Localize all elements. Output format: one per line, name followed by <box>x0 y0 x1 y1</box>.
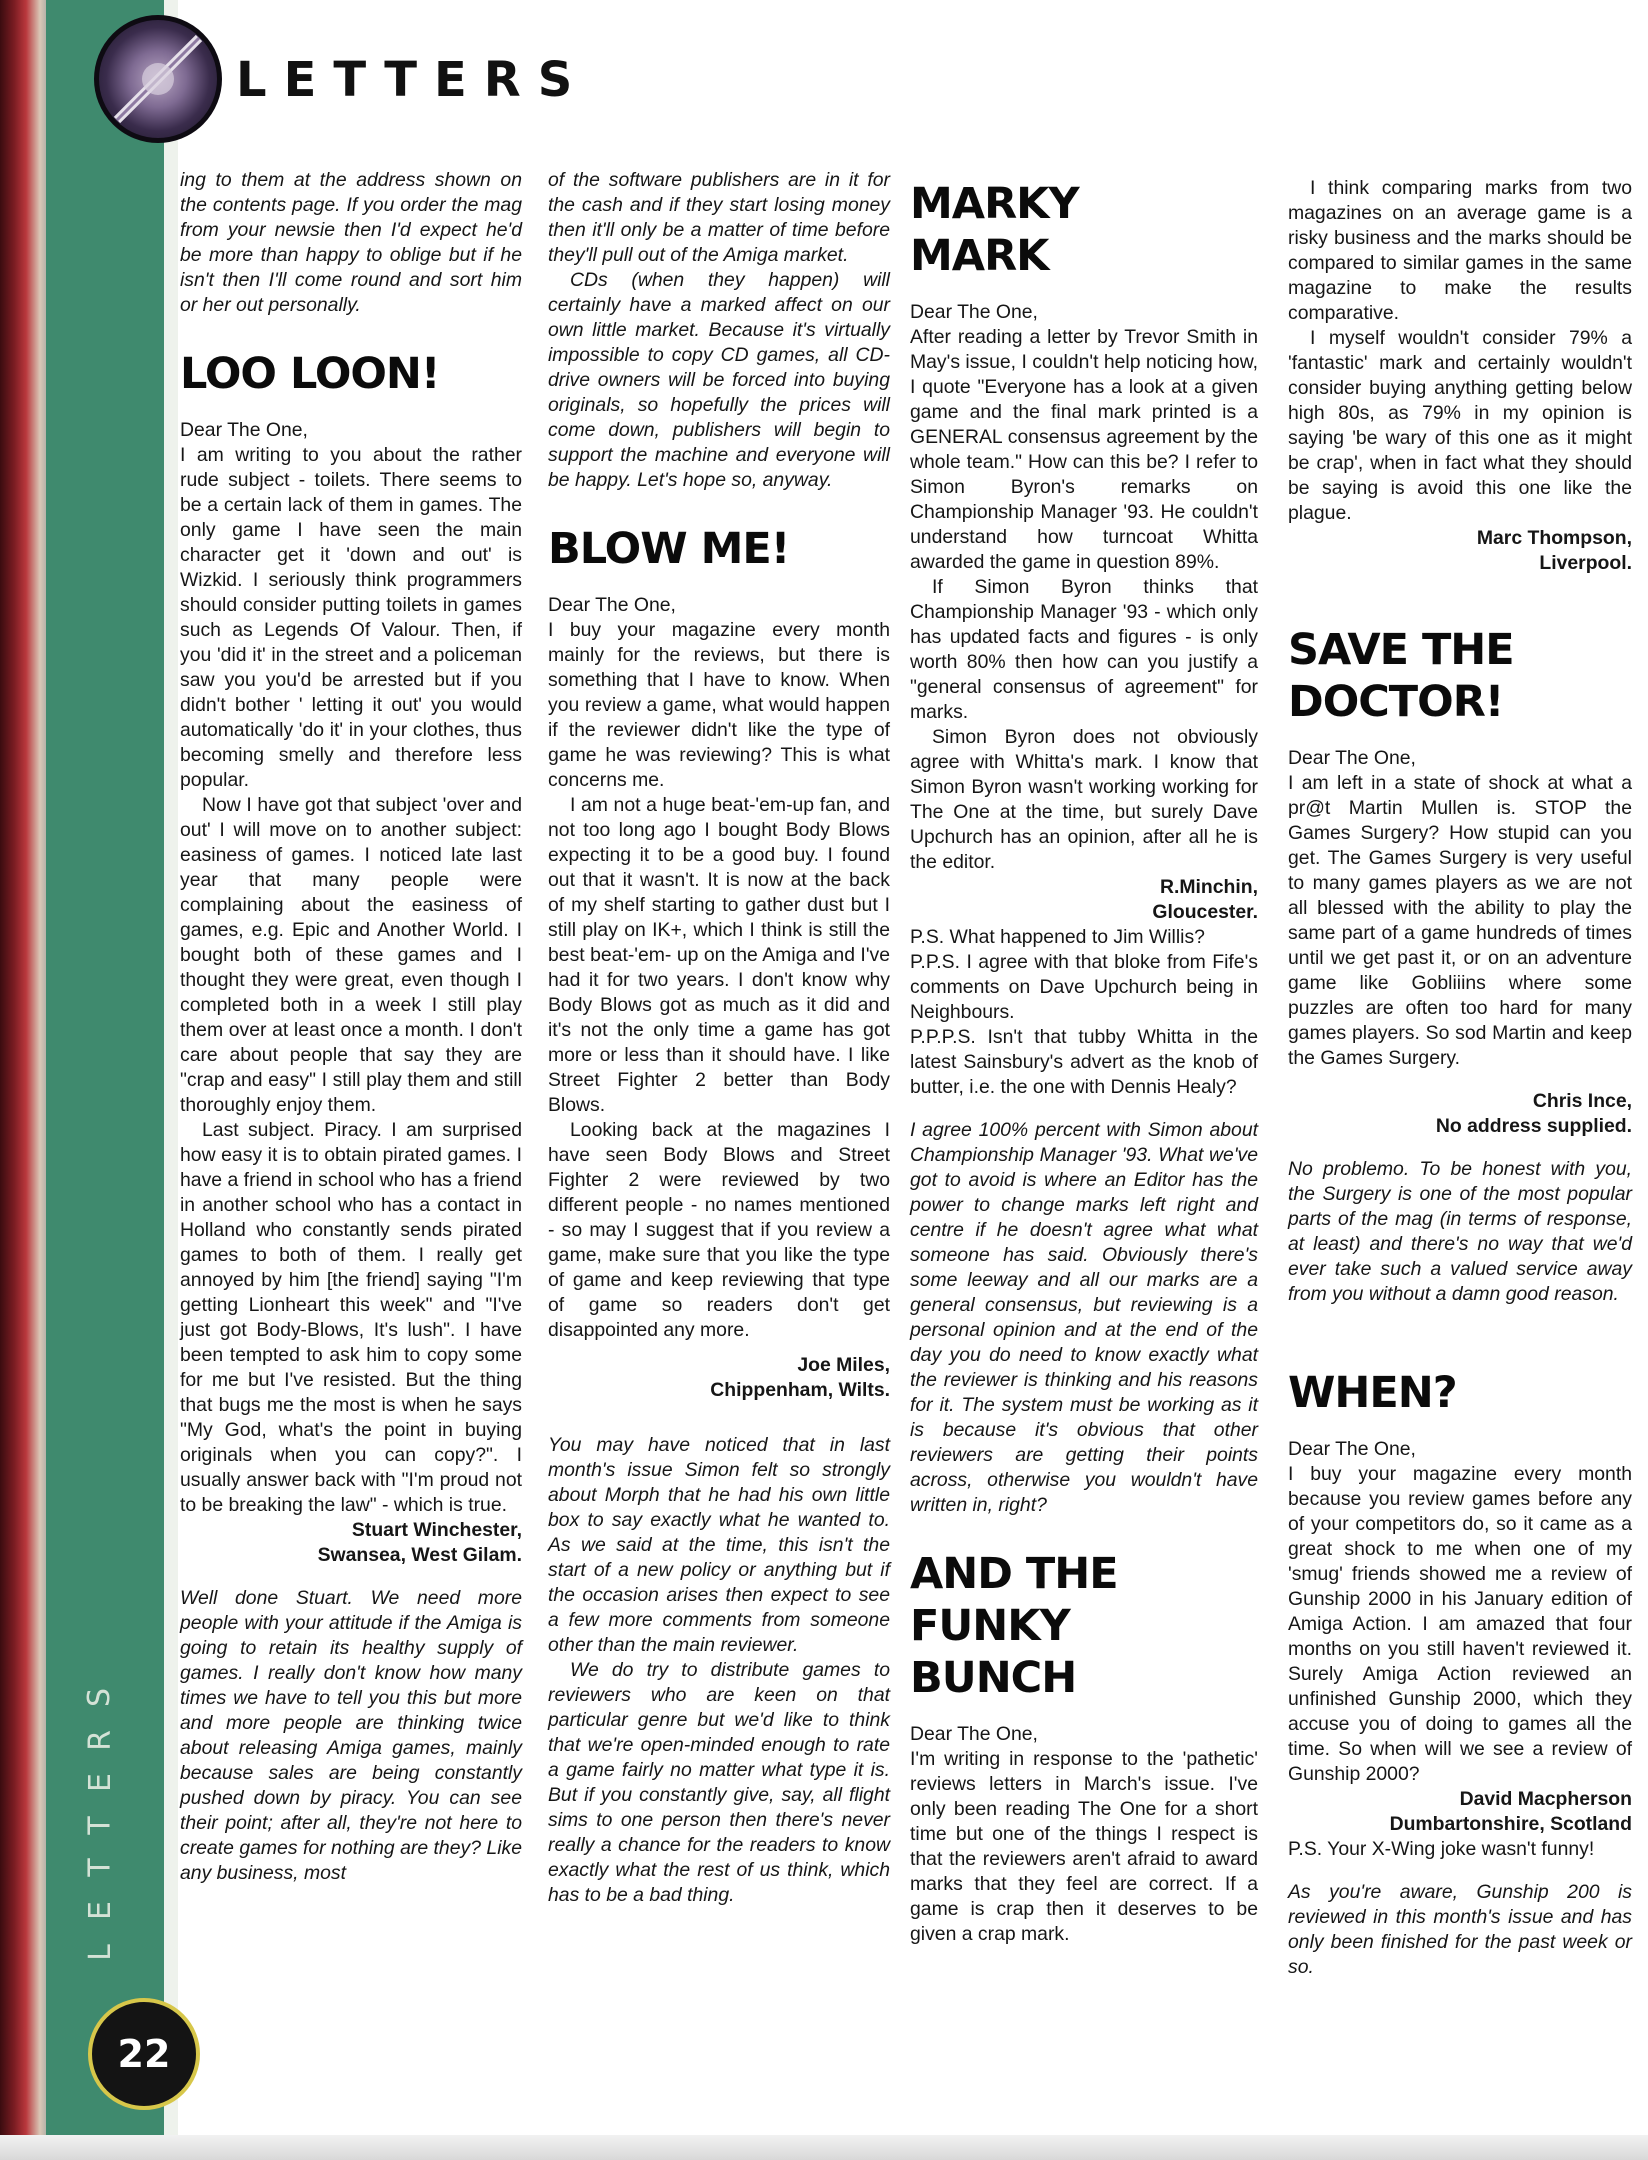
letter-signature-place: Chippenham, Wilts. <box>710 1379 890 1401</box>
letter-postscript: P.P.S. I agree with that bloke from Fife's comments on Dave Upchurch being in Neighbours. <box>910 951 1258 1023</box>
page-number: 22 <box>88 1998 200 2110</box>
letter-signature-name: David Macpherson <box>1459 1788 1632 1810</box>
letter-paragraph: I think comparing marks from two magazines on an average game is a risky business and the marks should be compared to similar games in the same magazine to make the results comparative. <box>1288 177 1632 324</box>
letter-paragraph: I am not a huge beat-'em-up fan, and not too long ago I bought Body Blows expecting it to be a good buy. I found out that it wasn't. It is now at the back of my shelf starting to gather dust but I still play on IK+, which I think is still the best beat-'em- up on the Amiga and I've had it for two years. I don't know why Body Blows got as much as it did and it's not the only time a game has got more or less than it should have. I like Street Fighter 2 better than Body Blows. <box>548 794 890 1116</box>
letter-heading: AND THE <box>910 1549 1118 1599</box>
letter-salutation: Dear The One, <box>910 301 1038 323</box>
section-title: LETTERS <box>236 52 590 108</box>
side-label-letter: E <box>82 1900 118 1920</box>
editor-reply: No problemo. To be honest with you, the Surgery is one of the most popular parts of the mag (in terms of response, at least) and there's no way that we'd ever take such a valued service away from you without a damn good reason. <box>1288 1158 1632 1305</box>
letter-salutation: Dear The One, <box>180 419 308 441</box>
editor-reply: We do try to distribute games to reviewers who are keen on that particular genre but we'd like to think that we're open-minded enough to rate a game fairly no matter what type it is. But if you constantly give, say, all flight sims to one person then there's never really a chance for the readers to know exactly what the rest of us think, which has to be a bad thing. <box>548 1659 890 1906</box>
letter-paragraph: I buy your magazine every month because you review games before any of your competitors do, so it came as a great shock to me when one of my 'smug' friends showed me a review of Gunship 2000 in his January edition of Amiga Action. I am amazed that four months on you still haven't reviewed it. Surely Amiga Action reviewed an unfinished Gunship 2000, which they accuse you of doing to games all the time. So when will we see a review of Gunship 2000? <box>1288 1463 1632 1785</box>
reply-continuation: CDs (when they happen) will certainly have a marked affect on our own little market. Because it's virtually impossible to copy CD games, all CD-drive owners will be forced into buying originals, so hopefully the prices will come down, publishers will begin to support the machine and everyone will be happy. Let's hope so, anyway. <box>548 269 890 491</box>
letter-heading: SAVE THE <box>1288 625 1514 675</box>
letter-heading: BUNCH <box>910 1653 1077 1703</box>
letter-paragraph: I'm writing in response to the 'pathetic' reviews letters in March's issue. I've only been reading The One for a short time but one of the things I respect is that the reviewers aren't afraid to award marks that they feel are correct. If a game is crap then it deserves to be given a crap mark. <box>910 1748 1258 1945</box>
letter-signature-place: Swansea, West Gilam. <box>317 1544 522 1566</box>
column-1 <box>180 168 522 1886</box>
letter-heading: MARK <box>910 231 1049 281</box>
letter-paragraph: I buy your magazine every month mainly for the reviews, but there is something that I have to know. When you review a game, what would happen if the reviewer didn't like the type of game he was reviewing? This is what concerns me. <box>548 619 890 791</box>
reply-continuation: of the software publishers are in it for the cash and if they start losing money then it'll only be a matter of time before they'll pull out of the Amiga market. <box>548 169 890 266</box>
letter-salutation: Dear The One, <box>1288 747 1416 769</box>
letters-logo-icon <box>94 15 222 143</box>
letter-paragraph: Now I have got that subject 'over and out' I will move on to another subject: easiness of games. I noticed late last year that many people were complaining about the easiness of games, e.g. Epic and Another World. I bought both of these games and I thought they were great, even though I completed both in a week I still play them over at least once a month. I don't care about people that say they are "crap and easy" I still play them and still thoroughly enjoy them. <box>180 794 522 1116</box>
letter-signature-place: Liverpool. <box>1539 552 1632 574</box>
column-3 <box>910 178 1258 1947</box>
page-bottom-edge <box>0 2135 1648 2160</box>
letter-heading: DOCTOR! <box>1288 677 1504 727</box>
letter-paragraph: I am left in a state of shock at what a pr@t Martin Mullen is. STOP the Games Surgery? How stupid can you get. The Games Surgery is very useful to many games players as we are not all blessed with the ability to play the same part of a game hundreds of times until we get past it, or on an adventure game like Gobliiins where some puzzles are often too hard for many games players. So sod Martin and keep the Games Surgery. <box>1288 772 1632 1069</box>
side-band-highlight <box>164 0 178 2160</box>
letter-salutation: Dear The One, <box>1288 1438 1416 1460</box>
side-section-label <box>80 1680 120 1970</box>
side-label-letter: L <box>82 1944 118 1961</box>
side-label-letter: E <box>82 1773 118 1792</box>
letter-heading: LOO LOON! <box>180 349 440 399</box>
side-label-letter: S <box>82 1687 118 1708</box>
letter-signature-place: Dumbartonshire, Scotland <box>1389 1813 1632 1835</box>
letter-heading: WHEN? <box>1288 1368 1457 1418</box>
letter-signature-place: No address supplied. <box>1435 1115 1632 1137</box>
letter-signature-name: Stuart Winchester, <box>351 1519 522 1541</box>
letter-salutation: Dear The One, <box>910 1723 1038 1745</box>
letter-postscript: P.P.P.S. Isn't that tubby Whitta in the latest Sainsbury's advert as the knob of butter, i.e. the one with Dennis Healy? <box>910 1026 1258 1098</box>
editor-reply: I agree 100% percent with Simon about Championship Manager '93. What we've got to avoid is where an Editor has the power to change marks left right and centre if he doesn't agree what what someone has said. Obviously there's some leeway and all our marks are a general consensus, but reviewing is a personal opinion and at the end of the day you do need to know exactly what the reviewer is thinking and his reasons for it. The system must be working as it is because it's obvious that other reviewers are getting their points across, otherwise you wouldn't have written in, right? <box>910 1119 1258 1516</box>
column-2 <box>548 168 890 1908</box>
letter-paragraph: If Simon Byron thinks that Championship Manager '93 - which only has updated facts and figures - is only worth 80% then how can you justify a "general consensus of agreement" for marks. <box>910 576 1258 723</box>
letter-paragraph: I myself wouldn't consider 79% a 'fantastic' mark and certainly wouldn't consider buying anything getting below high 80s, as 79% in my opinion is saying 'be wary of this one as it might be crap', when in fact what they should be saying is avoid this one like the plague. <box>1288 327 1632 524</box>
column-4 <box>1288 176 1632 1980</box>
letter-paragraph: I am writing to you about the rather rude subject - toilets. There seems to be a certain lack of them in games. The only game I have seen the main character get it 'down and out' is Wizkid. I seriously think programmers should consider putting toilets in games such as Legends Of Valour. Then, if you 'did it' in the street and a policeman saw you you'd be arrested but if you didn't bother ' letting it out' you would automatically 'do it' in your clothes, thus becoming smelly and therefore less popular. <box>180 444 522 791</box>
letter-paragraph: Looking back at the magazines I have seen Body Blows and Street Fighter 2 were reviewed by two different people - no names mentioned - so may I suggest that if you review a game, make sure that you like the type of game and keep reviewing that type of game so readers don't get disappointed any more. <box>548 1119 890 1341</box>
letter-postscript: P.S. Your X-Wing joke wasn't funny! <box>1288 1838 1595 1860</box>
letter-signature-place: Gloucester. <box>1152 901 1258 923</box>
reply-continuation: ing to them at the address shown on the contents page. If you order the mag from your newsie then I'd expect he'd be more than happy to oblige but if he isn't then I'll come round and sort him or her out personally. <box>180 169 522 316</box>
letter-paragraph: Simon Byron does not obviously agree with Whitta's mark. I know that Simon Byron wasn't working working for The One at the time, but surely Dave Upchurch has an opinion, after all he is the editor. <box>910 726 1258 873</box>
letter-heading: FUNKY <box>910 1601 1070 1651</box>
editor-reply: Well done Stuart. We need more people with your attitude if the Amiga is going to retain its healthy supply of games. I really don't know how many times we have to tell you this but more and more people are thinking twice about releasing Amiga games, mainly because sales are being constantly pushed down by piracy. You can see their point; after all, they're not here to create games for nothing are they? Like any business, most <box>180 1587 522 1884</box>
letter-heading: BLOW ME! <box>548 524 790 574</box>
page-binding-edge <box>0 0 46 2160</box>
letter-paragraph: After reading a letter by Trevor Smith in May's issue, I couldn't help noticing how, I quote "Everyone has a look at a given game and the final mark printed is a GENERAL consensus agreement by the whole team." How can this be? I refer to Simon Byron's remarks on Championship Manager '93. He couldn't understand how turncoat Whitta awarded the game in question 89%. <box>910 326 1259 573</box>
side-label-letter: T <box>82 1858 118 1877</box>
letter-signature-name: Marc Thompson, <box>1476 527 1632 549</box>
editor-reply: As you're aware, Gunship 200 is reviewed in this month's issue and has only been finished for the past week or so. <box>1288 1881 1632 1978</box>
letter-signature-name: R.Minchin, <box>1159 876 1258 898</box>
letter-paragraph: Last subject. Piracy. I am surprised how easy it is to obtain pirated games. I have a friend in school who has a friend in another school who has a contact in Holland who constantly sends pirated games to both of them. I really get annoyed by him [the friend] saying "I'm getting Lionheart this week" and "I've just got Body-Blows, It's lush". I have been tempted to ask him to copy some for me but I've resisted. But the thing that bugs me the most is when he says "My God, what's the point in buying originals when you can copy?". I usually answer back with "I'm proud not to be breaking the law" - which is true. <box>180 1119 522 1516</box>
letter-heading: MARKY <box>910 179 1079 229</box>
letter-salutation: Dear The One, <box>548 594 676 616</box>
side-label-letter: T <box>82 1815 118 1835</box>
letter-signature-name: Joe Miles, <box>797 1354 890 1376</box>
letter-postscript: P.S. What happened to Jim Willis? <box>910 926 1205 948</box>
side-label-letter: R <box>82 1729 118 1751</box>
letter-signature-name: Chris Ince, <box>1532 1090 1632 1112</box>
editor-reply: You may have noticed that in last month's issue Simon felt so strongly about Morph that he had his own little box to say exactly what he wanted to. As we said at the time, this isn't the start of a new policy or anything but if the occasion arises then expect to see a few more comments from someone other than the main reviewer. <box>548 1434 890 1656</box>
